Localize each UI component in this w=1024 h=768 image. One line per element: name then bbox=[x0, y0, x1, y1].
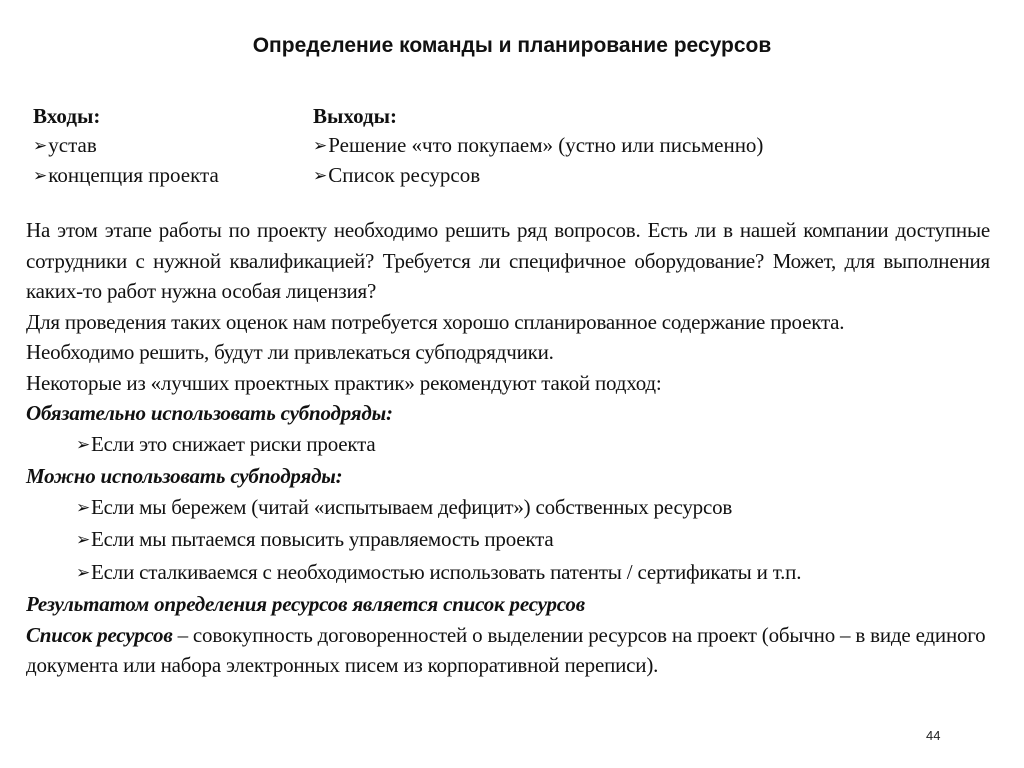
inputs-heading: Входы: bbox=[33, 104, 101, 128]
paragraph: Некоторые из «лучших проектных практик» рекомендуют такой подход: bbox=[26, 370, 662, 395]
slide-title: Определение команды и планирование ресурсов bbox=[252, 34, 772, 57]
arrow-bullet-icon: ➢ bbox=[33, 166, 48, 185]
result-line: Результатом определения ресурсов является список ресурсов bbox=[26, 592, 585, 616]
arrow-bullet-icon: ➢ bbox=[313, 166, 328, 185]
outputs-item: ➢Список ресурсов bbox=[313, 161, 763, 191]
inputs-block bbox=[33, 102, 219, 191]
optional-heading: Можно использовать субподряды: bbox=[26, 464, 343, 488]
outputs-heading: Выходы: bbox=[313, 104, 398, 128]
outputs-block bbox=[313, 102, 763, 191]
mandatory-heading: Обязательно использовать субподряды: bbox=[26, 401, 393, 425]
mandatory-item: ➢Если это снижает риски проекта bbox=[26, 429, 990, 462]
inputs-item: ➢концепция проекта bbox=[33, 161, 219, 191]
optional-item: ➢Если сталкиваемся с необходимостью использовать патенты / сертификаты и т.п. bbox=[26, 557, 990, 590]
body-text bbox=[26, 215, 990, 681]
page-number: 44 bbox=[926, 728, 941, 743]
definition-paragraph bbox=[26, 620, 990, 681]
inputs-item: ➢устав bbox=[33, 131, 219, 161]
outputs-item: ➢Решение «что покупаем» (устно или письменно) bbox=[313, 131, 763, 161]
paragraph: Необходимо решить, будут ли привлекаться субподрядчики. bbox=[26, 340, 554, 364]
arrow-bullet-icon: ➢ bbox=[76, 562, 91, 582]
arrow-bullet-icon: ➢ bbox=[76, 497, 91, 517]
arrow-bullet-icon: ➢ bbox=[76, 434, 91, 454]
arrow-bullet-icon: ➢ bbox=[33, 136, 48, 155]
definition-text: – совокупность договоренностей о выделении ресурсов на проект (обычно – в виде единого документа или набора электронных писем из корпоративной переписи). bbox=[26, 622, 986, 677]
paragraph: На этом этапе работы по проекту необходимо решить ряд вопросов. Есть ли в нашей компании доступные сотрудники с нужной квалификацией? Требуется ли специфичное оборудование? Может, для выполнения каких-то работ нужна особая лицензия? bbox=[26, 218, 990, 303]
optional-item: ➢Если мы бережем (читай «испытываем дефицит») собственных ресурсов bbox=[26, 492, 990, 525]
optional-item: ➢Если мы пытаемся повысить управляемость проекта bbox=[26, 524, 990, 557]
arrow-bullet-icon: ➢ bbox=[313, 136, 328, 155]
arrow-bullet-icon: ➢ bbox=[76, 530, 91, 549]
definition-term: Список ресурсов bbox=[26, 622, 173, 647]
paragraph: Для проведения таких оценок нам потребуется хорошо спланированное содержание проекта. bbox=[26, 309, 845, 334]
